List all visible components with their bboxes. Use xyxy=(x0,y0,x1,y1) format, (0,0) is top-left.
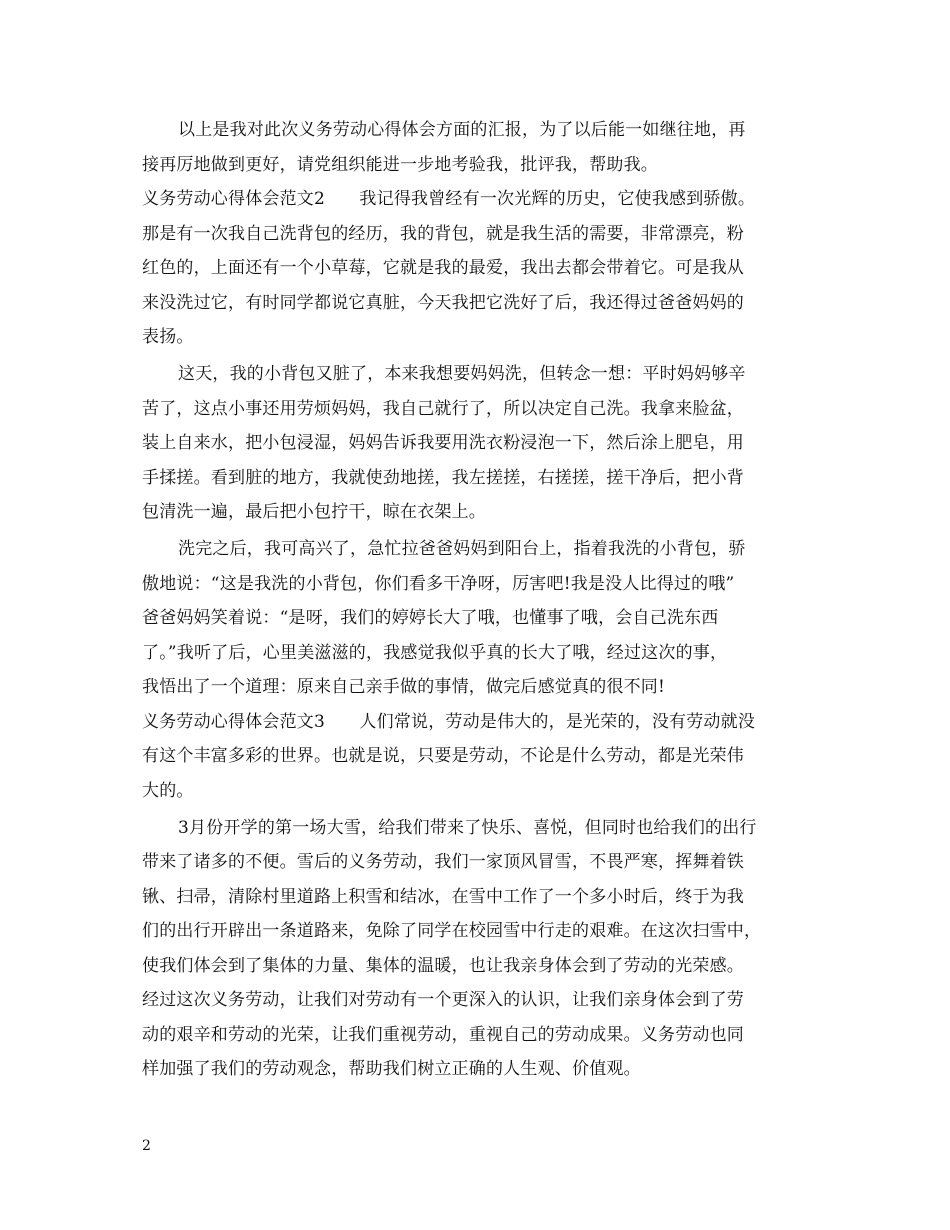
text-line: 义务劳动心得体会范文2 我记得我曾经有一次光辉的历史，它使我感到骄傲。 xyxy=(142,189,756,209)
text-line: 义务劳动心得体会范文3 人们常说，劳动是伟大的，是光荣的，没有劳动就没 xyxy=(142,712,756,732)
text-line: 红色的，上面还有一个小草莓，它就是我的最爱，我出去都会带着它。可是我从 xyxy=(142,258,744,278)
text-line: 以上是我对此次义务劳动心得体会方面的汇报，为了以后能一如继往地，再 xyxy=(178,120,746,140)
text-line: 洗完之后，我可高兴了，急忙拉爸爸妈妈到阳台上，指着我洗的小背包，骄 xyxy=(178,539,746,559)
text-line: 大的。 xyxy=(142,781,194,801)
text-line: 包清洗一遍，最后把小包拧干，晾在衣架上。 xyxy=(142,502,486,522)
text-line: 样加强了我们的劳动观念，帮助我们树立正确的人生观、价值观。 xyxy=(142,1059,641,1079)
text-line: 们的出行开辟出一条道路来，免除了同学在校园雪中行走的艰难。在这次扫雪中， xyxy=(142,921,762,941)
text-line: 表扬。 xyxy=(142,327,194,347)
text-line: 苦了，这点小事还用劳烦妈妈，我自己就行了，所以决定自己洗。我拿来脸盆， xyxy=(142,399,744,419)
text-line: 有这个丰富多彩的世界。也就是说，只要是劳动，不论是什么劳动，都是光荣伟 xyxy=(142,746,744,766)
text-line: 傲地说：“这是我洗的小背包，你们看多干净呀，厉害吧!我是没人比得过的哦” xyxy=(142,574,735,594)
text-line: 爸爸妈妈笑着说：“是呀，我们的婷婷长大了哦，也懂事了哦，会自己洗东西 xyxy=(142,608,719,628)
text-line: 接再厉地做到更好，请党组织能进一步地考验我，批评我，帮助我。 xyxy=(142,155,658,175)
text-line: 那是有一次我自己洗背包的经历，我的背包，就是我生活的需要，非常漂亮，粉 xyxy=(142,224,744,244)
text-line: 动的艰辛和劳动的光荣，让我们重视劳动，重视自己的劳动成果。义务劳动也同 xyxy=(142,1025,744,1045)
text-line: 带来了诸多的不便。雪后的义务劳动，我们一家顶风冒雪，不畏严寒，挥舞着铁 xyxy=(142,852,744,872)
text-line: 锹、扫帚，清除村里道路上积雪和结冰，在雪中工作了一个多小时后，终于为我 xyxy=(142,887,744,907)
text-line: 使我们体会到了集体的力量、集体的温暖，也让我亲身体会到了劳动的光荣感。 xyxy=(142,956,744,976)
text-line: 手揉搓。看到脏的地方，我就使劲地搓，我左搓搓，右搓搓，搓干净后，把小背 xyxy=(142,468,744,488)
text-line: 来没洗过它，有时同学都说它真脏，今天我把它洗好了后，我还得过爸爸妈妈的 xyxy=(142,293,744,313)
text-line: 经过这次义务劳动，让我们对劳动有一个更深入的认识，让我们亲身体会到了劳 xyxy=(142,990,744,1010)
page-number: 2 xyxy=(142,1138,151,1154)
text-line: 这天，我的小背包又脏了，本来我想要妈妈洗，但转念一想：平时妈妈够辛 xyxy=(178,364,746,384)
text-line: 3月份开学的第一场大雪，给我们带来了快乐、喜悦，但同时也给我们的出行 xyxy=(178,818,757,838)
text-line: 了。”我听了后，心里美滋滋的，我感觉我似乎真的长大了哦，经过这次的事， xyxy=(142,643,728,663)
text-line: 装上自来水，把小包浸湿，妈妈告诉我要用洗衣粉浸泡一下，然后涂上肥皂，用 xyxy=(142,433,744,453)
text-line: 我悟出了一个道理：原来自己亲手做的事情，做完后感觉真的很不同! xyxy=(142,677,666,697)
